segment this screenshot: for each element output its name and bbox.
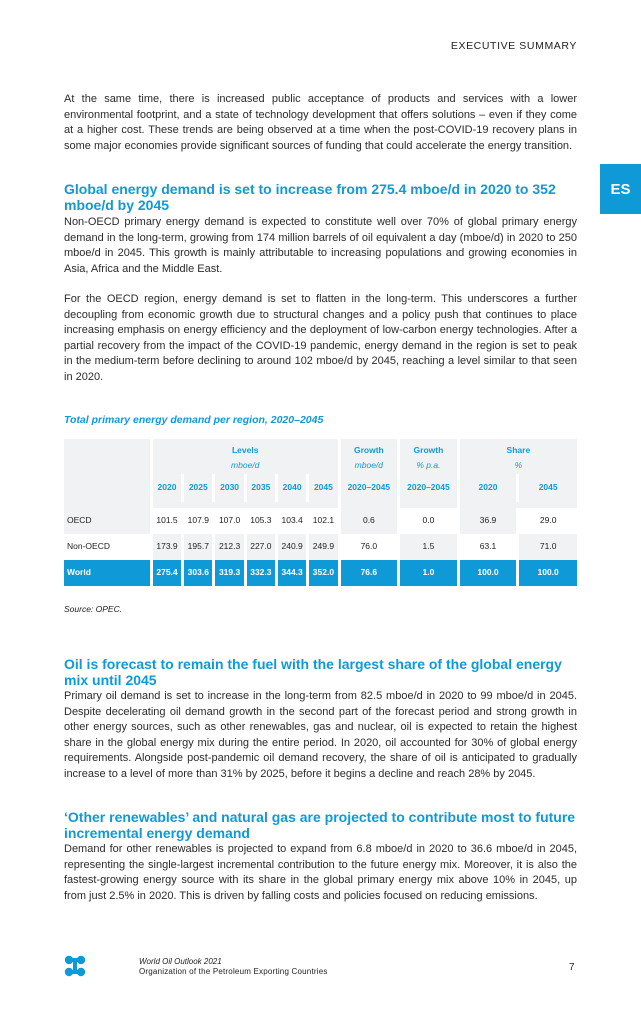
table-cell: 319.3 bbox=[215, 560, 243, 586]
paragraph-oil: Primary oil demand is set to increase in the long-term from 82.5 mboe/d in 2020 to 99 mboe/d in 2045. Despite decelerating oil demand growth in the second part of the forecast period and strong growth in other energy sources, such as other renewables, gas and nuclear, oil is expected to retain the highest share in the global energy mix during the entire period. In 2020, oil accounted for 30% of global energy requirements. Alongside post-pandemic oil demand recovery, the share of oil is anticipated to gradually increase to a level of more than 31% by 2025, before it begins a decline and reach 28% by 2045. bbox=[64, 690, 577, 780]
header-levels: Levels bbox=[153, 439, 338, 459]
table-cell: 303.6 bbox=[184, 560, 212, 586]
table-cell: 102.1 bbox=[312, 514, 335, 525]
table-row-non-oecd bbox=[64, 534, 577, 560]
intro-paragraph: At the same time, there is increased public acceptance of products and services with a lower environmental footprint, and a state of technology development that offers solutions – even if they come at a higher cost. These trends are being observed at a time when the post-COVID-19 recovery plans in some major economies provide significant sources of funding that could accelerate the energy transition. bbox=[64, 93, 577, 152]
year-header: 2020 bbox=[153, 474, 181, 502]
paragraph-oecd: For the OECD region, energy demand is set to flatten in the long-term. This underscores a further decoupling from economic growth due to structural changes and a policy push that continues to place increasing emphasis on energy efficiency and the deployment of low-carbon energy technologies. After a partial recovery from the impact of the COVID-19 pandemic, energy demand in the region is set to peak in the medium-term before declining to around 102 mboe/d by 2045, reaching a level similar to that seen in 2020. bbox=[64, 293, 577, 383]
table-cell: 227.0 bbox=[247, 534, 275, 560]
table-cell: 240.9 bbox=[278, 534, 306, 560]
table-cell: 105.3 bbox=[250, 514, 272, 525]
paragraph-non-oecd: Non-OECD primary energy demand is expected to constitute well over 70% of global primary energy demand in the long-term, growing from 174 million barrels of oil equivalent a day (mboe/d) in 2020 to 250 mboe/d in 2045. This growth is mainly attributable to increasing populations and growing economies in Asia, Africa and the Middle East. bbox=[64, 216, 577, 275]
table-cell: 100.0 bbox=[519, 560, 577, 586]
section-renewables bbox=[64, 810, 577, 904]
table-cell: 36.9 bbox=[460, 508, 517, 534]
section-heading-global-demand: Global energy demand is set to increase from 275.4 mboe/d in 2020 to 352 mboe/d by 2045 bbox=[64, 181, 556, 213]
table-cell: 352.0 bbox=[309, 560, 337, 586]
table-cell: 63.1 bbox=[479, 540, 497, 551]
header-growth-pa: Growth bbox=[400, 439, 457, 459]
table-cell: 212.3 bbox=[215, 534, 243, 560]
table-cell: 107.0 bbox=[218, 514, 241, 525]
table-cell: 173.9 bbox=[153, 534, 181, 560]
table-source: Source: OPEC. bbox=[64, 603, 123, 614]
region-label: World bbox=[64, 560, 150, 586]
footer-publication bbox=[139, 957, 328, 977]
section-global-demand bbox=[64, 182, 577, 385]
paragraph-renewables: Demand for other renewables is projected to expand from 6.8 mboe/d in 2020 to 36.6 mboe/d in 2045, representing the single-largest incremental contribution to the future energy mix. Moreover, it is also the fastest-growing energy source with its share in the global primary energy mix above 10% in 2045, up from just 2.5% in 2020. This is driven by falling costs and policies focused on reducing emissions. bbox=[64, 843, 577, 902]
header-growth-mboe: Growth bbox=[341, 439, 398, 459]
table-title: Total primary energy demand per region, 2020–2045 bbox=[64, 414, 324, 426]
share-year-header: 2020 bbox=[460, 474, 517, 502]
table-cell: 29.0 bbox=[539, 514, 557, 525]
table-cell: 1.5 bbox=[400, 534, 457, 560]
table-cell: 76.0 bbox=[360, 540, 378, 551]
growth-period-header: 2020–2045 bbox=[400, 474, 457, 502]
table-cell: 0.0 bbox=[422, 514, 435, 525]
year-header: 2035 bbox=[247, 474, 275, 502]
table-row-world bbox=[64, 560, 577, 586]
header-levels-unit: mboe/d bbox=[153, 458, 338, 474]
region-label: Non-OECD bbox=[67, 540, 110, 551]
table-cell: 1.0 bbox=[400, 560, 457, 586]
year-header: 2025 bbox=[184, 474, 212, 502]
table-cell: 107.9 bbox=[187, 514, 209, 525]
table-cell: 275.4 bbox=[153, 560, 181, 586]
page-number: 7 bbox=[569, 962, 575, 973]
header-growth-pa-unit: % p.a. bbox=[400, 458, 457, 474]
growth-period-header: 2020–2045 bbox=[341, 474, 398, 502]
table-cell: 332.3 bbox=[247, 560, 275, 586]
header-share: Share bbox=[460, 439, 577, 459]
energy-demand-table bbox=[61, 439, 580, 586]
table-cell: 103.4 bbox=[281, 514, 303, 525]
table-cell: 76.6 bbox=[341, 560, 398, 586]
table-row-oecd bbox=[64, 508, 577, 534]
share-year-header: 2045 bbox=[519, 474, 577, 502]
table-cell: 100.0 bbox=[460, 560, 517, 586]
table-cell: 101.5 bbox=[156, 514, 178, 525]
year-header: 2045 bbox=[309, 474, 337, 502]
table-cell: 249.9 bbox=[309, 534, 337, 560]
table-cell: 344.3 bbox=[278, 560, 306, 586]
section-heading-renewables: ‘Other renewables’ and natural gas are projected to contribute most to future incremental energy demand bbox=[64, 809, 576, 841]
running-header: EXECUTIVE SUMMARY bbox=[450, 40, 577, 52]
year-header: 2030 bbox=[215, 474, 243, 502]
organization-name: Organization of the Petroleum Exporting Countries bbox=[139, 967, 328, 976]
section-oil bbox=[64, 657, 577, 782]
table-cell: 195.7 bbox=[184, 534, 212, 560]
year-header: 2040 bbox=[278, 474, 306, 502]
region-label: OECD bbox=[64, 508, 150, 534]
header-share-unit: % bbox=[460, 458, 577, 474]
intro-block bbox=[64, 92, 577, 154]
table-block bbox=[64, 413, 577, 617]
section-heading-oil: Oil is forecast to remain the fuel with the largest share of the global energy mix until 2045 bbox=[64, 656, 562, 688]
table-cell: 71.0 bbox=[519, 534, 577, 560]
table-cell: 0.6 bbox=[341, 508, 398, 534]
header-growth-mboe-unit: mboe/d bbox=[341, 458, 398, 474]
opec-logo-icon bbox=[63, 955, 87, 982]
publication-title: World Oil Outlook 2021 bbox=[139, 957, 222, 966]
section-tab-es[interactable]: ES bbox=[600, 164, 641, 214]
